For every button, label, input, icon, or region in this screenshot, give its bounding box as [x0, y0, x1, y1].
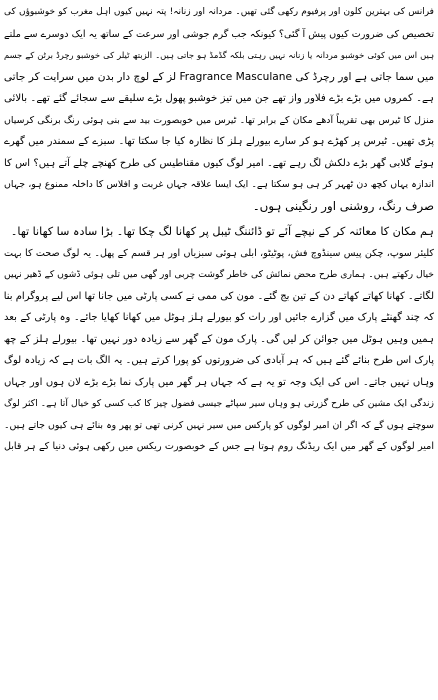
text-line: کلیئر سوپ، چکن پیس سینڈوچ فش، پوٹیٹو، ابلی ہوئی سبزیاں اور ہر قسم کے پھل۔ یہ لوگ صحت کا بہت [4, 247, 434, 259]
text-line: ہوئے گلابی گھر بڑے دلکش لگ رہے تھے۔ امیر لوگ کیوں مقناطیس کی طرح کھنچے چلے آتے ہیں؟ اس کا [4, 157, 434, 169]
text-line: تخصیص کی ضرورت کیوں پیش آ گئی؟ کیونکہ جب گرم جوشی اور سرعت کے ساتھ یہ ایک دوسرے سے ملتے [4, 28, 434, 40]
text-line: ہمیں وہیں ہوٹل میں جوائن کر لیں گی۔ پارک مون کے گھر سے زیادہ دور نہیں تھا۔ بیورلے ہلز کے چھ [4, 333, 434, 345]
text-line: منزل کا ٹیرس بھی تقریباً آدھے مکان کے برابر تھا۔ ٹیرس میں خوبصورت بید سے بنی ہوئی رنگ برنگی کرسیاں [4, 114, 434, 126]
text-line: پارک اس طرح بنائے گئے ہیں کہ ہر آبادی کی ضرورتوں کو پورا کرتے ہیں۔ یہ الگ بات ہے کہ زیادہ لوگ [4, 355, 434, 366]
text-line: خیال رکھتے ہیں۔ ہماری طرح محض نمائش کی خاطر گوشت چربی اور گھی میں تلی ہوئی ڈشوں کے ڈھیر نہیں [4, 269, 434, 280]
text-line: زندگی ایک مشین کی طرح گزرتی ہو وہاں سیر سپاٹے جیسی فضول چیز کا کب کسی کو خیال آتا ہے۔ اکثر لوگ [4, 398, 434, 409]
paragraph-2 [4, 221, 434, 458]
text-line: کہ چند گھنٹے پارک میں گزارے جائیں اور رات کو بیورلے ہلز ہوٹل میں کھانا کھایا جائے۔ وہ پارٹی کے بعد [4, 312, 434, 323]
text-line: اندازہ یہاں کچھ دن ٹھہر کر ہی ہو سکتا ہے۔ ایک ایسا علاقہ جہاں غربت و افلاس کا داخلہ ممنوع ہو، جہاں [4, 179, 434, 190]
text-line: پڑی تھیں۔ ٹیرس پر کھڑے ہو کر سارے بیورلے ہلز کا نظارہ کیا جا سکتا تھا۔ سبزے کے سمندر میں گھرے [4, 136, 434, 147]
text-line: وہاں نہیں جاتے۔ اس کی ایک وجہ تو یہ ہے کہ جہاں ہر گھر میں پارک نما بڑے بڑے لان ہوں اور جہاں [4, 376, 434, 388]
text-line: فرانس کی بہترین کلون اور پرفیوم رکھی گئی تھیں۔ مردانہ اور زنانہ! پتہ نہیں کیوں اہل مغرب کو خوشبوؤں کی [4, 7, 434, 17]
text-line: لگاتے۔ کھانا کھاتے کھاتے دن کے تین بج گئے۔ مون کی ممی نے کسی پارٹی میں جانا تھا اس لیے پروگرام بنا [4, 290, 434, 302]
paragraph-1 [4, 2, 434, 217]
text-line: ہے۔ کمروں میں بڑے بڑے فلاور واز تھے جن میں تیز خوشبو پھول بڑے سلیقے سے سجائے گئے تھے۔ بالائی [4, 93, 434, 104]
text-line: میں سما جاتی ہے اور رچرڈ کی Fragrance Masculane لز کے لوچ دار بدن میں سرایت کر جاتی [4, 70, 434, 83]
text-line: ہم مکان کا معائنہ کر کے نیچے آئے تو ڈائننگ ٹیبل پر کھانا لگ چکا تھا۔ بڑا سادہ سا کھانا تھا۔ [10, 225, 434, 238]
text-line: ہیں اس میں کوئی خوشبو مردانہ یا زنانہ نہیں رہتی بلکہ گڈمڈ ہو جاتی ہیں۔ الزبتھ ٹیلر کی خوشبو رچرڈ برٹن کے جسم [4, 50, 434, 60]
text-line: امیر لوگوں کے گھر میں ایک ریڈنگ روم ہوتا ہے جس کے خوبصورت ریکس میں رکھی ہوئی دنیا کے ہر قابل [4, 441, 434, 452]
text-line: صرف رنگ، روشنی اور رنگینی ہوں۔ [252, 198, 434, 213]
text-line: سوچتے ہوں گے کہ اگر ان امیر لوگوں کو پارکس میں سیر نہیں کرنی تھی تو پھر وہ بنائے ہی کیوں جاتے ہیں۔ [4, 419, 434, 431]
